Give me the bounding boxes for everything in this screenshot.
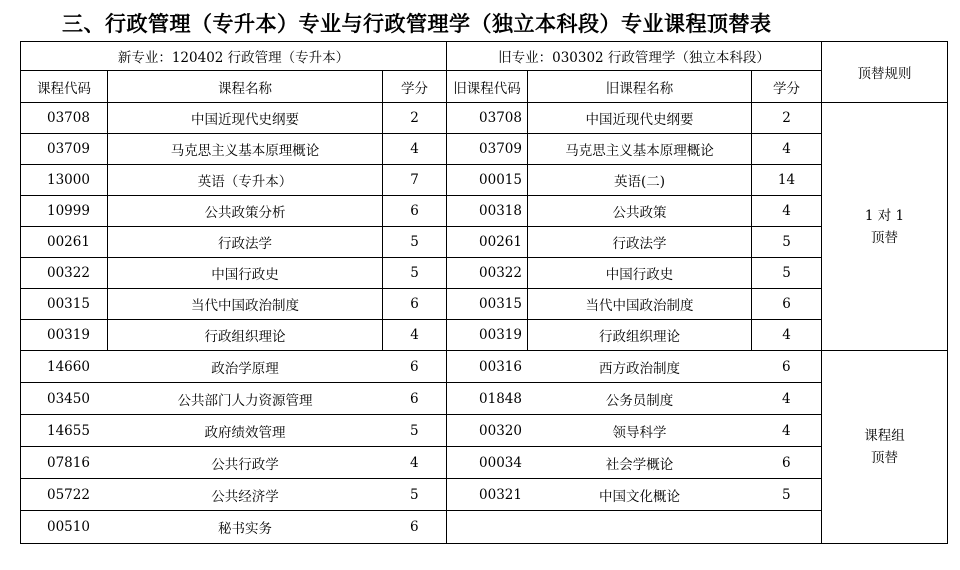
course-name: 马克思主义基本原理概论 <box>108 134 383 165</box>
course-name: 行政法学 <box>108 227 383 258</box>
course-name: 秘书实务 <box>108 511 383 544</box>
course-name: 当代中国政治制度 <box>108 289 383 320</box>
old-course-code: 00015 <box>447 165 528 196</box>
table-row <box>21 383 948 415</box>
course-credit: 5 <box>383 258 447 289</box>
table-row <box>21 258 948 289</box>
course-credit: 4 <box>383 134 447 165</box>
course-code: 00319 <box>21 320 108 351</box>
old-course-code: 00319 <box>447 320 528 351</box>
table-row <box>21 227 948 258</box>
rule-course-group <box>822 351 948 544</box>
table-row <box>21 415 948 447</box>
course-name: 英语（专升本） <box>108 165 383 196</box>
course-credit: 5 <box>383 227 447 258</box>
old-course-name: 中国文化概论 <box>528 479 752 511</box>
course-credit: 5 <box>383 479 447 511</box>
old-course-credit: 5 <box>752 227 822 258</box>
old-course-credit: 4 <box>752 196 822 227</box>
table-row <box>21 103 948 134</box>
course-code: 14660 <box>21 351 108 383</box>
old-course-code: 00320 <box>447 415 528 447</box>
old-course-code: 00034 <box>447 447 528 479</box>
course-name: 政府绩效管理 <box>108 415 383 447</box>
course-credit: 6 <box>383 196 447 227</box>
old-course-code: 00321 <box>447 479 528 511</box>
old-course-credit: 4 <box>752 415 822 447</box>
column-header-row <box>21 71 948 103</box>
col-header-old-name: 旧课程名称 <box>528 71 752 103</box>
old-course-name: 社会学概论 <box>528 447 752 479</box>
course-name: 公共行政学 <box>108 447 383 479</box>
rule-line: 1 对 1 <box>864 207 905 224</box>
old-course-credit: 4 <box>752 383 822 415</box>
old-course-credit: 5 <box>752 479 822 511</box>
course-code: 10999 <box>21 196 108 227</box>
old-course-credit: 2 <box>752 103 822 134</box>
course-credit: 6 <box>383 383 447 415</box>
course-name: 行政组织理论 <box>108 320 383 351</box>
rule-line: 顶替 <box>871 229 899 246</box>
table-row <box>21 196 948 227</box>
rule-header: 顶替规则 <box>822 42 948 103</box>
old-course-name: 行政组织理论 <box>528 320 752 351</box>
page-title: 三、行政管理（专升本）专业与行政管理学（独立本科段）专业课程顶替表 <box>62 12 772 36</box>
old-course-code: 00316 <box>447 351 528 383</box>
course-code: 03709 <box>21 134 108 165</box>
course-credit: 2 <box>383 103 447 134</box>
old-course-credit: 4 <box>752 134 822 165</box>
rule-line: 课程组 <box>864 428 905 444</box>
table-row <box>21 165 948 196</box>
course-code: 07816 <box>21 447 108 479</box>
old-course-name: 行政法学 <box>528 227 752 258</box>
table-row <box>21 479 948 511</box>
col-header-credit: 学分 <box>383 71 447 103</box>
course-name: 公共经济学 <box>108 479 383 511</box>
table-row <box>21 351 948 383</box>
rule-line: 顶替 <box>871 450 899 466</box>
old-course-credit: 6 <box>752 351 822 383</box>
old-course-name: 公共政策 <box>528 196 752 227</box>
old-course-code: 03709 <box>447 134 528 165</box>
old-course-credit: 5 <box>752 258 822 289</box>
old-course-credit: 4 <box>752 320 822 351</box>
course-credit: 6 <box>383 289 447 320</box>
old-major-header: 旧专业：030302 行政管理学（独立本科段） <box>447 42 822 71</box>
course-code: 00261 <box>21 227 108 258</box>
course-code: 00322 <box>21 258 108 289</box>
old-course-name: 西方政治制度 <box>528 351 752 383</box>
old-course-name: 英语(二) <box>528 165 752 196</box>
old-course-code: 00318 <box>447 196 528 227</box>
col-header-code: 课程代码 <box>21 71 108 103</box>
course-name: 政治学原理 <box>108 351 383 383</box>
course-code: 03708 <box>21 103 108 134</box>
table-row <box>21 447 948 479</box>
col-header-name: 课程名称 <box>108 71 383 103</box>
course-name: 中国行政史 <box>108 258 383 289</box>
old-course-name: 公务员制度 <box>528 383 752 415</box>
col-header-old-code: 旧课程代码 <box>447 71 528 103</box>
table-row <box>21 289 948 320</box>
old-course-credit: 14 <box>752 165 822 196</box>
old-course-name: 中国行政史 <box>528 258 752 289</box>
course-credit: 4 <box>383 320 447 351</box>
rule-one-to-one <box>822 103 948 351</box>
old-course-credit: 6 <box>752 289 822 320</box>
empty-cell <box>447 511 822 544</box>
course-credit: 7 <box>383 165 447 196</box>
new-major-header: 新专业：120402 行政管理（专升本） <box>21 42 447 71</box>
course-credit: 4 <box>383 447 447 479</box>
table-row <box>21 511 948 544</box>
old-course-code: 01848 <box>447 383 528 415</box>
col-header-old-credit: 学分 <box>752 71 822 103</box>
course-replacement-table <box>20 41 948 544</box>
old-course-credit: 6 <box>752 447 822 479</box>
course-name: 公共政策分析 <box>108 196 383 227</box>
course-credit: 6 <box>383 511 447 544</box>
major-header-row <box>21 42 948 71</box>
course-name: 公共部门人力资源管理 <box>108 383 383 415</box>
old-course-name: 领导科学 <box>528 415 752 447</box>
course-credit: 6 <box>383 351 447 383</box>
course-code: 03450 <box>21 383 108 415</box>
old-course-name: 马克思主义基本原理概论 <box>528 134 752 165</box>
course-code: 05722 <box>21 479 108 511</box>
table-row <box>21 134 948 165</box>
course-credit: 5 <box>383 415 447 447</box>
course-code: 14655 <box>21 415 108 447</box>
old-course-code: 00322 <box>447 258 528 289</box>
old-course-code: 00261 <box>447 227 528 258</box>
course-name: 中国近现代史纲要 <box>108 103 383 134</box>
course-code: 13000 <box>21 165 108 196</box>
old-course-code: 00315 <box>447 289 528 320</box>
course-code: 00315 <box>21 289 108 320</box>
course-code: 00510 <box>21 511 108 544</box>
old-course-name: 当代中国政治制度 <box>528 289 752 320</box>
old-course-code: 03708 <box>447 103 528 134</box>
table-row <box>21 320 948 351</box>
old-course-name: 中国近现代史纲要 <box>528 103 752 134</box>
